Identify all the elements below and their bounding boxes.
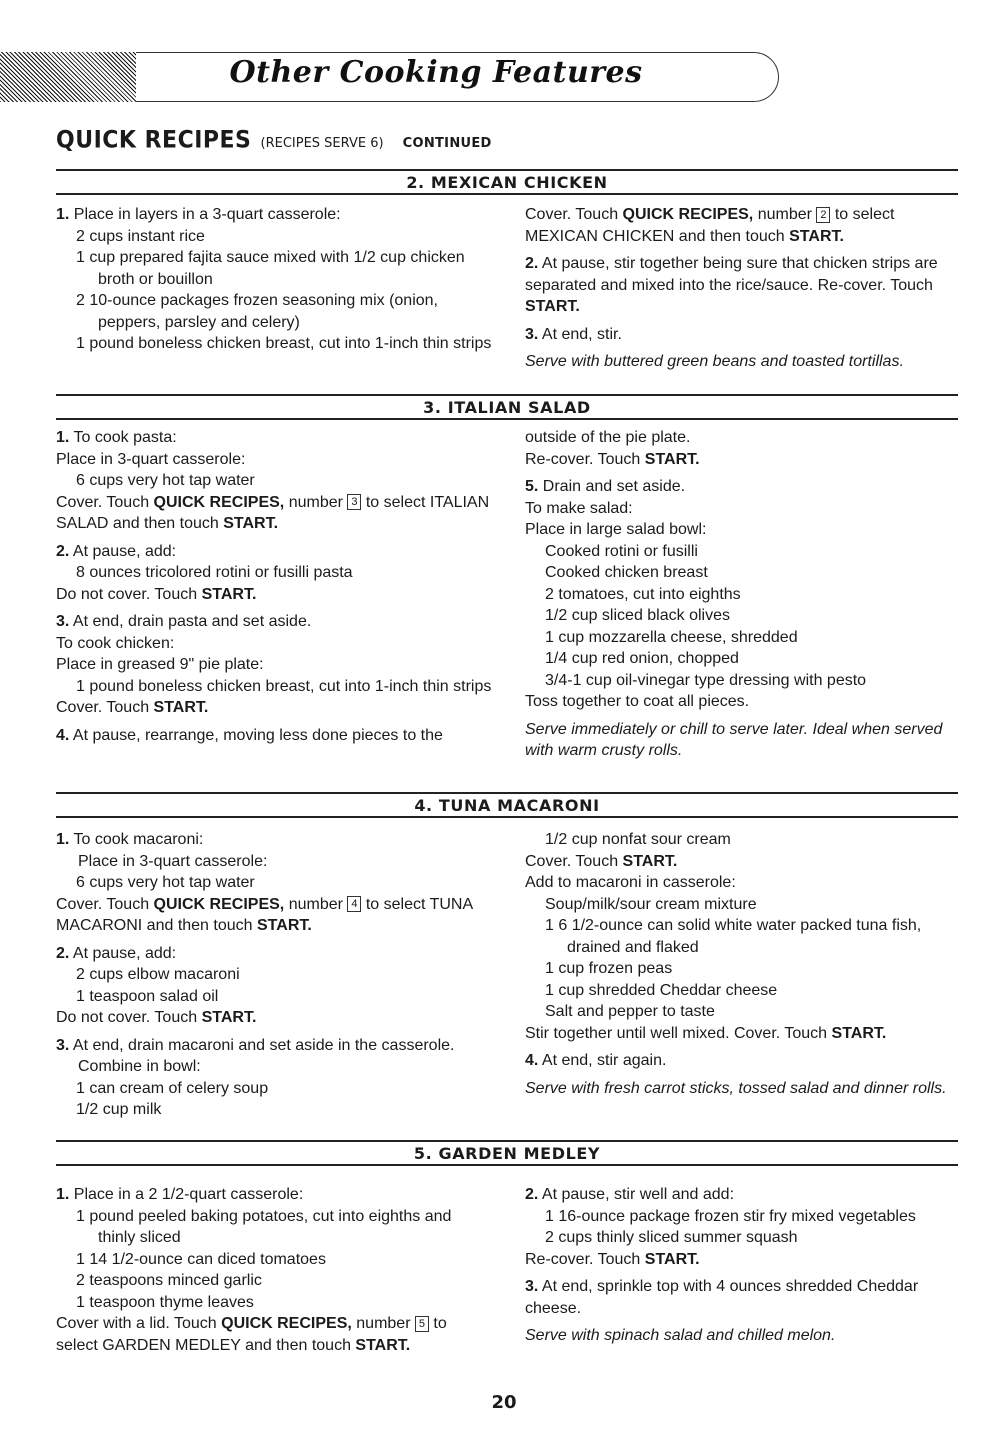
recipe-title-garden-medley — [56, 1140, 958, 1166]
heading-main: QUICK RECIPES — [56, 126, 252, 155]
recipe-title-tuna-macaroni — [56, 792, 958, 818]
recipe-4-left: 1. To cook macaroni: Place in 3-quart casserole: 6 cups very hot tap water Cover. Touch QUICK RECIPES, number 4 to select TUNA MACARONI and then touch START. 2. At pause, add: 2 cups elbow macaroni 1 teaspoon salad oil Do not cover. Touch START. 3. At end, drain macaroni and set aside in the casserole. Combine in bowl: 1 can cream of celery soup 1/2 cup milk — [56, 831, 473, 1118]
ingredient: 1 pound boneless chicken breast, cut into 1-inch thin strips — [76, 335, 492, 352]
key-5-icon: 5 — [415, 1316, 429, 1332]
serving-suggestion: Serve with spinach salad and chilled melon. — [525, 1327, 836, 1344]
ingredient: 1 cup prepared fajita sauce mixed with 1/2 cup chicken broth or bouillon — [76, 249, 465, 288]
recipe-3-right: outside of the pie plate. Re-cover. Touch START. 5. Drain and set aside. To make salad: Place in large salad bowl: Cooked rotini or fusilli Cooked chicken breast 2 tomatoes, cut into eighths 1/2 cup sliced black olives 1 cup mozzarella cheese, shredded 1/4 cup red onion, chopped 3/4-1 cup oil-vinegar type dressing with pesto Toss together to coat all pieces. Serve immediately or chill to serve later. Ideal when served with warm crusty rolls. — [525, 427, 961, 768]
heading-sub: (RECIPES SERVE 6) — [260, 136, 384, 151]
section-heading — [56, 128, 492, 153]
key-3-icon: 3 — [347, 494, 361, 510]
ingredient: 2 cups instant rice — [76, 227, 205, 245]
serving-suggestion: Serve with fresh carrot sticks, tossed salad and dinner rolls. — [525, 1079, 947, 1097]
recipe-3-left: 1. To cook pasta: Place in 3-quart casserole: 6 cups very hot tap water Cover. Touch QUICK RECIPES, number 3 to select ITALIAN SALAD and then touch START. 2. At pause, add: 8 ounces tricolored rotini or fusilli pasta Do not cover. Touch START. 3. At end, drain pasta and set aside. To cook chicken: Place in greased 9" pie plate: 1 pound boneless chicken breast, cut into 1-inch thin strips Cover. Touch START. 4. At pause, rearrange, moving less done pieces to the — [56, 429, 492, 744]
recipe-5-right: 2. At pause, stir well and add: 1 16-ounce package frozen stir fry mixed vegetables 2 cups thinly sliced summer squash Re-cover. Touch START. 3. At end, sprinkle top with 4 ounces shredded Cheddar cheese. Serve with spinach salad and chilled melon. — [525, 1184, 961, 1353]
ingredient: 2 10-ounce packages frozen seasoning mix (onion, peppers, parsley and celery) — [76, 292, 438, 331]
banner-title: Other Cooking Features — [229, 55, 643, 90]
recipe-4-right: 1/2 cup nonfat sour cream Cover. Touch START. Add to macaroni in casserole: Soup/milk/sour cream mixture 1 6 1/2-ounce can solid white water packed tuna fish, drained and flaked 1 cup frozen peas 1 cup shredded Cheddar cheese Salt and pepper to taste Stir together until well mixed. Cover. Touch START. 4. At end, stir again. Serve with fresh carrot sticks, tossed salad and dinner rolls. — [525, 829, 961, 1105]
banner-hatch-decoration — [0, 52, 136, 102]
recipe-2-right: Cover. Touch QUICK RECIPES, number 2 to select MEXICAN CHICKEN and then touch START. 2. At pause, stir together being sure that chicken strips are separated and mixed into the rice/sauce. Re-cover. Touch START. 3. At end, stir. Serve with buttered green beans and toasted tortillas. — [525, 204, 961, 379]
page-number: 20 — [491, 1392, 517, 1413]
serving-suggestion: Serve immediately or chill to serve later. Ideal when served with warm crusty rolls. — [525, 720, 943, 759]
recipe-2-left: 1. Place in layers in a 3-quart casserole: 2 cups instant rice 1 cup prepared fajita sauce mixed with 1/2 cup chicken broth or bouillon 2 10-ounce packages frozen seasoning mix (onion, peppers, parsley and celery) 1 pound boneless chicken breast, cut into 1-inch thin strips — [56, 204, 492, 355]
recipe-title-italian-salad — [56, 394, 958, 420]
recipe-title-mexican-chicken — [56, 169, 958, 195]
recipe-title-text: 3. ITALIAN SALAD — [423, 397, 591, 417]
key-4-icon: 4 — [347, 896, 361, 912]
heading-continued: CONTINUED — [402, 136, 492, 151]
key-2-icon: 2 — [816, 207, 830, 223]
recipe-title-text: 5. GARDEN MEDLEY — [413, 1143, 601, 1163]
serving-suggestion: Serve with buttered green beans and toasted tortillas. — [525, 353, 904, 370]
recipe-title-text: 2. MEXICAN CHICKEN — [406, 172, 608, 192]
recipe-title-text: 4. TUNA MACARONI — [414, 795, 600, 815]
recipe-5-left: 1. Place in a 2 1/2-quart casserole: 1 pound peeled baking potatoes, cut into eighths and thinly sliced 1 14 1/2-ounce can diced tomatoes 2 teaspoons minced garlic 1 teaspoon thyme leaves Cover with a lid. Touch QUICK RECIPES, number 5 to select GARDEN MEDLEY and then touch START. — [56, 1186, 452, 1354]
